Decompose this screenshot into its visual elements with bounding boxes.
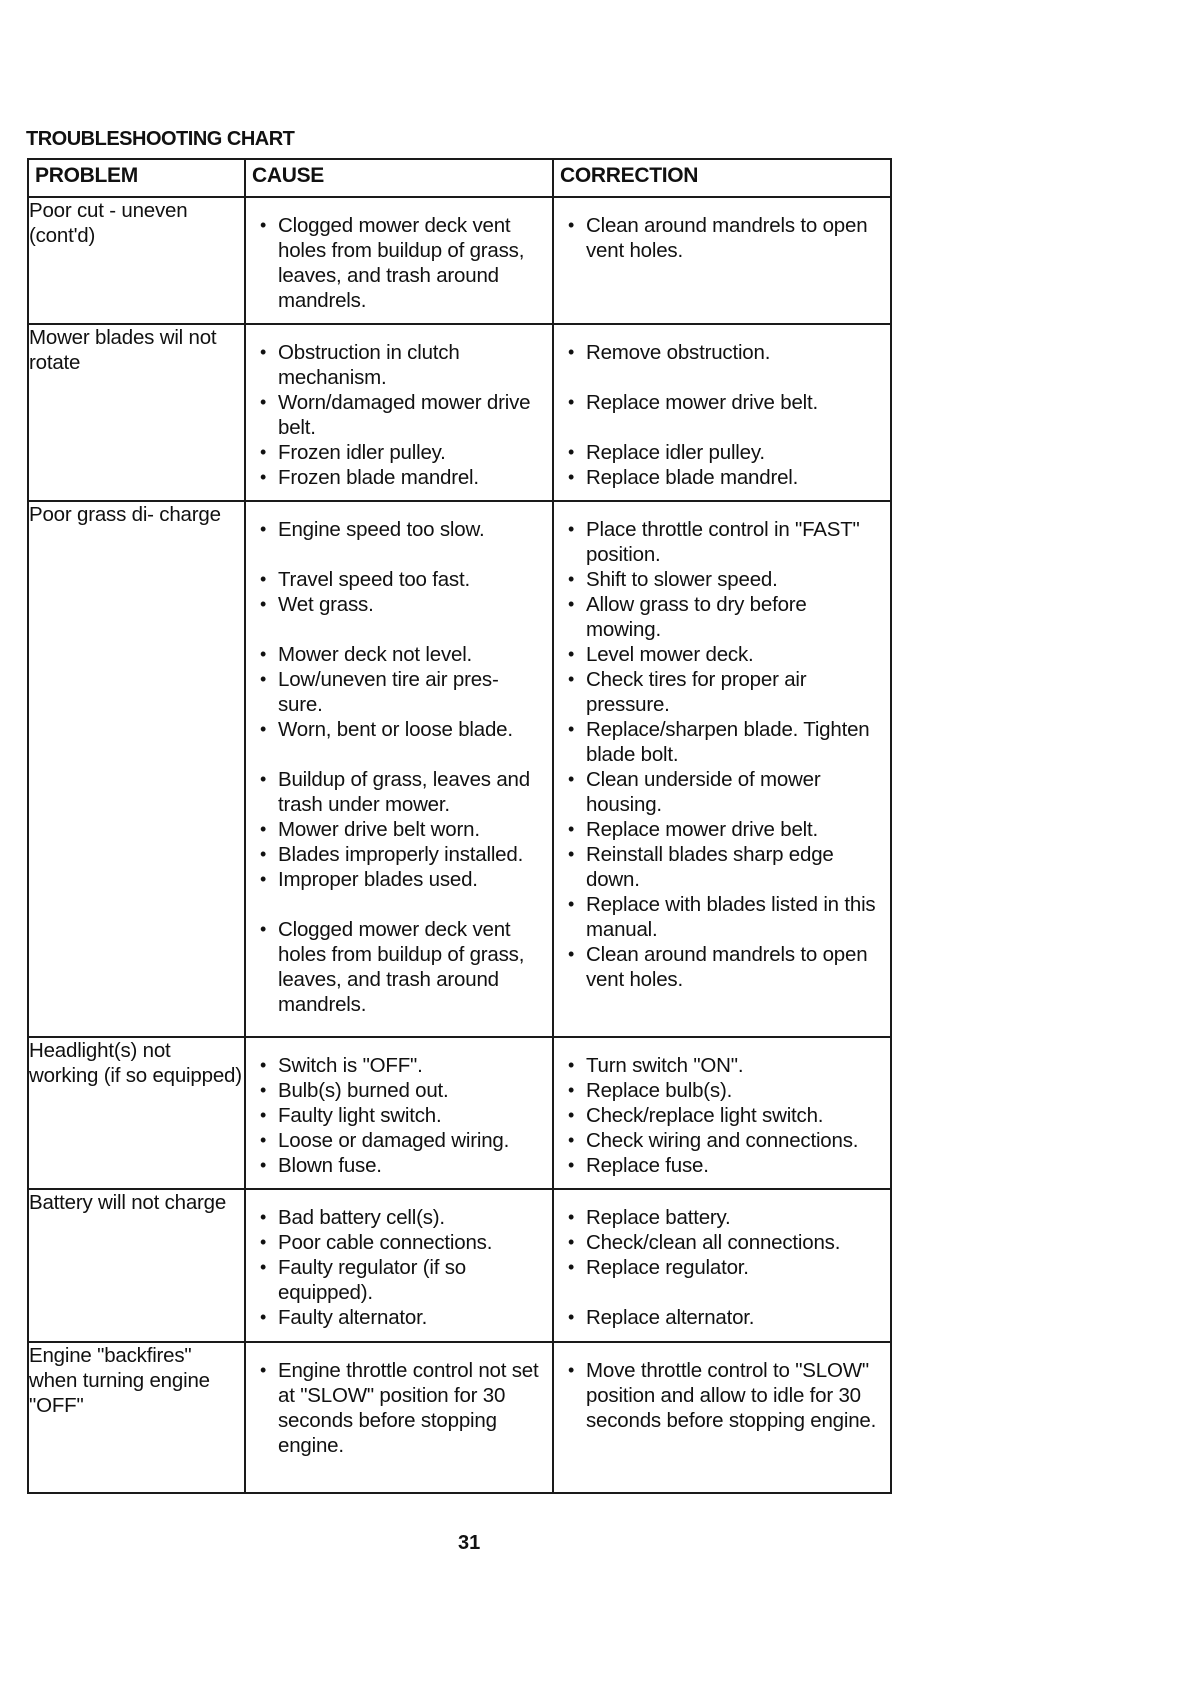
correction-item: • Check tires for proper air pressure. <box>564 667 884 717</box>
correction-item: • Place throttle control in "FAST" position. <box>564 517 884 567</box>
correction-cell <box>553 1037 891 1189</box>
correction-item: • Allow grass to dry before mowing. <box>564 592 884 642</box>
problem-cell: Poor grass di- charge <box>28 501 245 1037</box>
header-correction: CORRECTION <box>553 159 891 197</box>
correction-item: • Check/replace light switch. <box>564 1103 884 1128</box>
cause-item: • Engine throttle control not set at "SLOW" position for 30 seconds before stopping engine. <box>256 1358 546 1458</box>
table-row <box>28 501 891 1037</box>
cause-item: • Bulb(s) burned out. <box>256 1078 546 1103</box>
cause-cell <box>245 501 553 1037</box>
correction-item: • Replace regulator. <box>564 1255 884 1280</box>
correction-list <box>554 1343 890 1443</box>
problem-cell: Engine "backfires" when turning engine "OFF" <box>28 1342 245 1493</box>
correction-cell <box>553 1342 891 1493</box>
correction-item: • Replace blade mandrel. <box>564 465 884 490</box>
correction-item: • Check wiring and connections. <box>564 1128 884 1153</box>
correction-item: • Replace idler pulley. <box>564 440 884 465</box>
cause-list <box>246 325 552 500</box>
cause-item: • Wet grass. <box>256 592 546 617</box>
cause-item: • Buildup of grass, leaves and trash under mower. <box>256 767 546 817</box>
table-row <box>28 1037 891 1189</box>
correction-item: • Move throttle control to "SLOW" position and allow to idle for 30 seconds before stopping engine. <box>564 1358 884 1433</box>
correction-list <box>554 1190 890 1340</box>
cause-list <box>246 1038 552 1188</box>
table-row <box>28 1342 891 1493</box>
cause-cell <box>245 1189 553 1342</box>
cause-item: • Frozen blade mandrel. <box>256 465 546 490</box>
cause-list <box>246 502 552 1027</box>
table-row <box>28 1189 891 1342</box>
problem-cell: Headlight(s) not working (if so equipped) <box>28 1037 245 1189</box>
cause-cell <box>245 197 553 324</box>
correction-list <box>554 502 890 1002</box>
correction-list <box>554 325 890 500</box>
correction-item: • Replace battery. <box>564 1205 884 1230</box>
correction-cell <box>553 1189 891 1342</box>
correction-item: • Turn switch "ON". <box>564 1053 884 1078</box>
cause-list <box>246 198 552 323</box>
cause-item: • Engine speed too slow. <box>256 517 546 542</box>
cause-item: • Worn/damaged mower drive belt. <box>256 390 546 440</box>
correction-item: • Level mower deck. <box>564 642 884 667</box>
correction-cell <box>553 501 891 1037</box>
table-row <box>28 324 891 501</box>
correction-item: • Check/clean all connections. <box>564 1230 884 1255</box>
correction-item: • Clean around mandrels to open vent holes. <box>564 213 884 263</box>
problem-cell: Poor cut - uneven (cont'd) <box>28 197 245 324</box>
problem-cell: Mower blades wil not rotate <box>28 324 245 501</box>
correction-item: • Replace bulb(s). <box>564 1078 884 1103</box>
correction-item: • Clean around mandrels to open vent holes. <box>564 942 884 992</box>
cause-item: • Loose or damaged wiring. <box>256 1128 546 1153</box>
page-number: 31 <box>458 1532 481 1554</box>
chart-title: TROUBLESHOOTING CHART <box>26 128 295 150</box>
cause-item: • Mower deck not level. <box>256 642 546 667</box>
cause-item: • Frozen idler pulley. <box>256 440 546 465</box>
header-cause: CAUSE <box>245 159 553 197</box>
correction-item: • Shift to slower speed. <box>564 567 884 592</box>
cause-item: • Improper blades used. <box>256 867 546 892</box>
cause-cell <box>245 324 553 501</box>
correction-item: • Clean underside of mower housing. <box>564 767 884 817</box>
cause-item: • Poor cable connections. <box>256 1230 546 1255</box>
table-row <box>28 197 891 324</box>
cause-list <box>246 1190 552 1340</box>
correction-cell <box>553 197 891 324</box>
correction-list <box>554 1038 890 1188</box>
correction-item: • Replace with blades listed in this manual. <box>564 892 884 942</box>
cause-item: • Travel speed too fast. <box>256 567 546 592</box>
correction-item: • Replace alternator. <box>564 1305 884 1330</box>
correction-item: • Replace/sharpen blade. Tighten blade bolt. <box>564 717 884 767</box>
cause-item: • Low/uneven tire air pres- sure. <box>256 667 546 717</box>
cause-item: • Faulty regulator (if so equipped). <box>256 1255 546 1305</box>
cause-item: • Blown fuse. <box>256 1153 546 1178</box>
correction-item: • Replace mower drive belt. <box>564 817 884 842</box>
cause-item: • Faulty light switch. <box>256 1103 546 1128</box>
correction-item: • Remove obstruction. <box>564 340 884 365</box>
correction-cell <box>553 324 891 501</box>
cause-item: • Obstruction in clutch mechanism. <box>256 340 546 390</box>
cause-item: • Mower drive belt worn. <box>256 817 546 842</box>
cause-item: • Clogged mower deck vent holes from buildup of grass, leaves, and trash around mandrels. <box>256 917 546 1017</box>
cause-item: • Blades improperly installed. <box>256 842 546 867</box>
troubleshooting-table <box>27 158 892 1494</box>
cause-item: • Worn, bent or loose blade. <box>256 717 546 742</box>
correction-list <box>554 198 890 273</box>
problem-cell: Battery will not charge <box>28 1189 245 1342</box>
cause-list <box>246 1343 552 1468</box>
cause-item: • Switch is "OFF". <box>256 1053 546 1078</box>
header-row <box>28 159 891 197</box>
cause-item: • Faulty alternator. <box>256 1305 546 1330</box>
correction-item: • Replace fuse. <box>564 1153 884 1178</box>
cause-item: • Bad battery cell(s). <box>256 1205 546 1230</box>
cause-item: • Clogged mower deck vent holes from buildup of grass, leaves, and trash around mandrels. <box>256 213 546 313</box>
cause-cell <box>245 1037 553 1189</box>
header-problem: PROBLEM <box>28 159 245 197</box>
cause-cell <box>245 1342 553 1493</box>
correction-item: • Reinstall blades sharp edge down. <box>564 842 884 892</box>
correction-item: • Replace mower drive belt. <box>564 390 884 415</box>
